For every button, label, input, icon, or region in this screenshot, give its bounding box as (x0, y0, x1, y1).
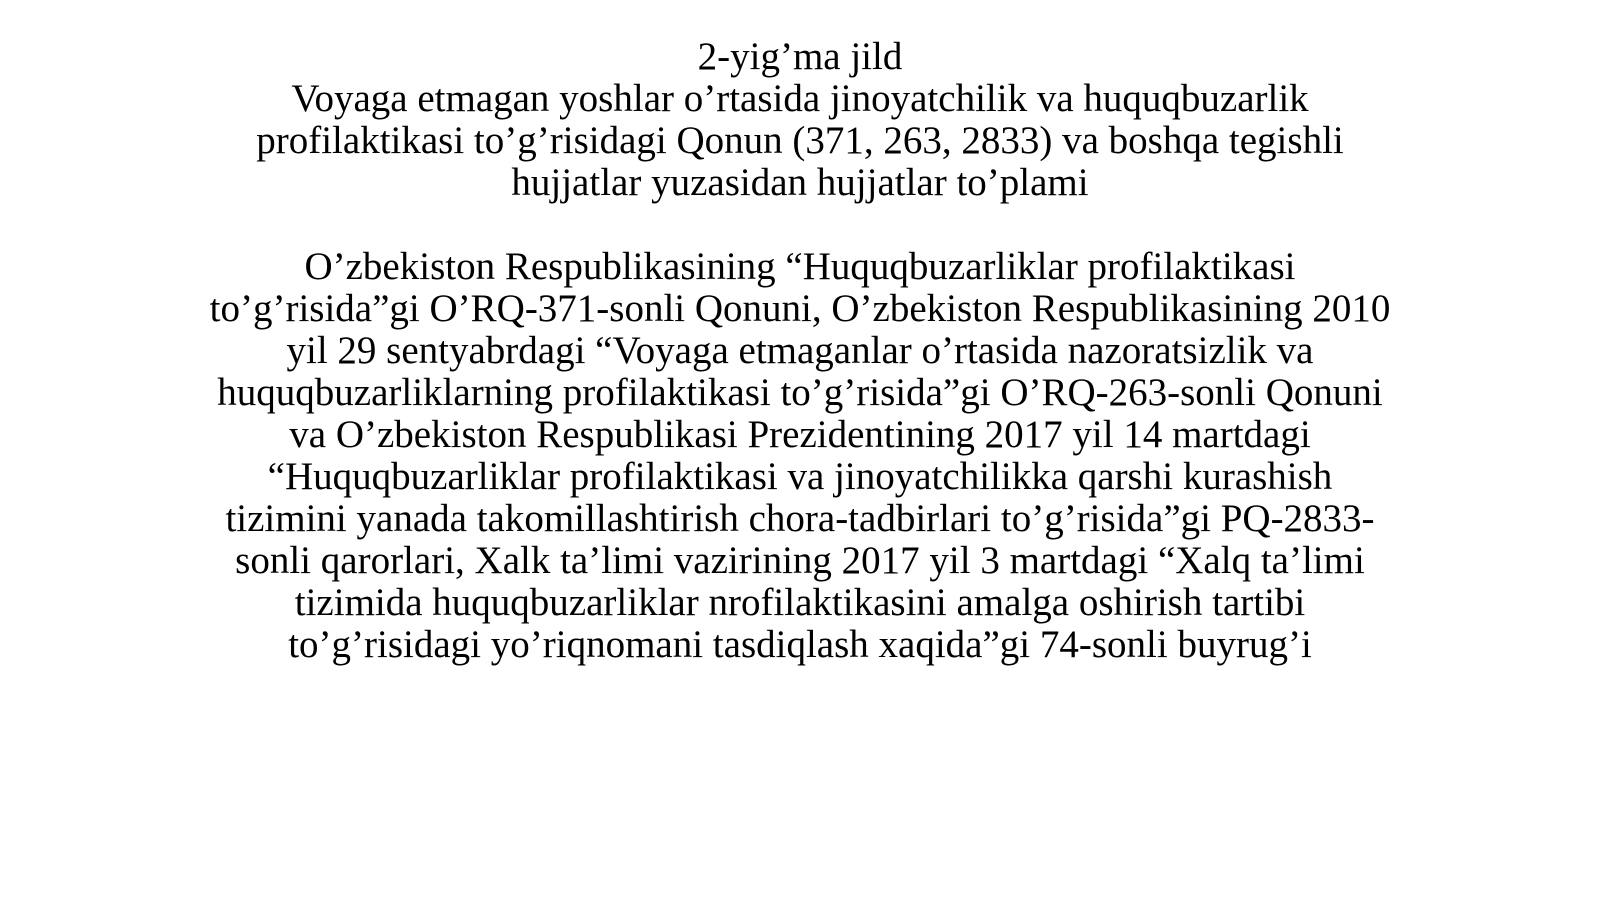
body-line: tizimida huquqbuzarliklar nrofilaktikasini amalga oshirish tartibi (294, 581, 1306, 624)
body-line: to’g’risida”gi O’RQ-371-sonli Qonuni, O’zbekiston Respublikasining 2010 (209, 287, 1391, 330)
body-line: tizimini yanada takomillashtirish chora-tadbirlari to’g’risida”gi PQ-2833- (225, 497, 1375, 540)
body-block (140, 246, 1460, 666)
heading-line: hujjatlar yuzasidan hujjatlar to’plami (511, 161, 1089, 204)
body-line: yil 29 sentyabrdagi “Voyaga etmaganlar o’rtasida nazoratsizlik va (286, 329, 1314, 372)
body-line: sonli qarorlari, Xalk ta’limi vazirining 2017 yil 3 martdagi “Xalq ta’limi (235, 539, 1365, 582)
volume-title: 2-yig’ma jild (697, 35, 903, 78)
body-line: to’g’risidagi yo’riqnomani tasdiqlash xaqida”gi 74-sonli buyrug’i (288, 623, 1312, 666)
heading-line: Voyaga etmagan yoshlar o’rtasida jinoyatchilik va huquqbuzarlik (291, 77, 1309, 120)
heading-block (140, 36, 1460, 204)
document-text (140, 36, 1460, 666)
body-line: O’zbekiston Respublikasining “Huquqbuzarliklar profilaktikasi (304, 245, 1296, 288)
paragraph-gap (140, 204, 1460, 246)
body-line: “Huquqbuzarliklar profilaktikasi va jinoyatchilikka qarshi kurashish (267, 455, 1333, 498)
body-line: huquqbuzarliklarning profilaktikasi to’g’risida”gi O’RQ-263-sonli Qonuni (217, 371, 1383, 414)
body-line: va O’zbekiston Respublikasi Prezidentining 2017 yil 14 martdagi (289, 413, 1311, 456)
heading-line: profilaktikasi to’g’risidagi Qonun (371, 263, 2833) va boshqa tegishli (256, 119, 1344, 162)
